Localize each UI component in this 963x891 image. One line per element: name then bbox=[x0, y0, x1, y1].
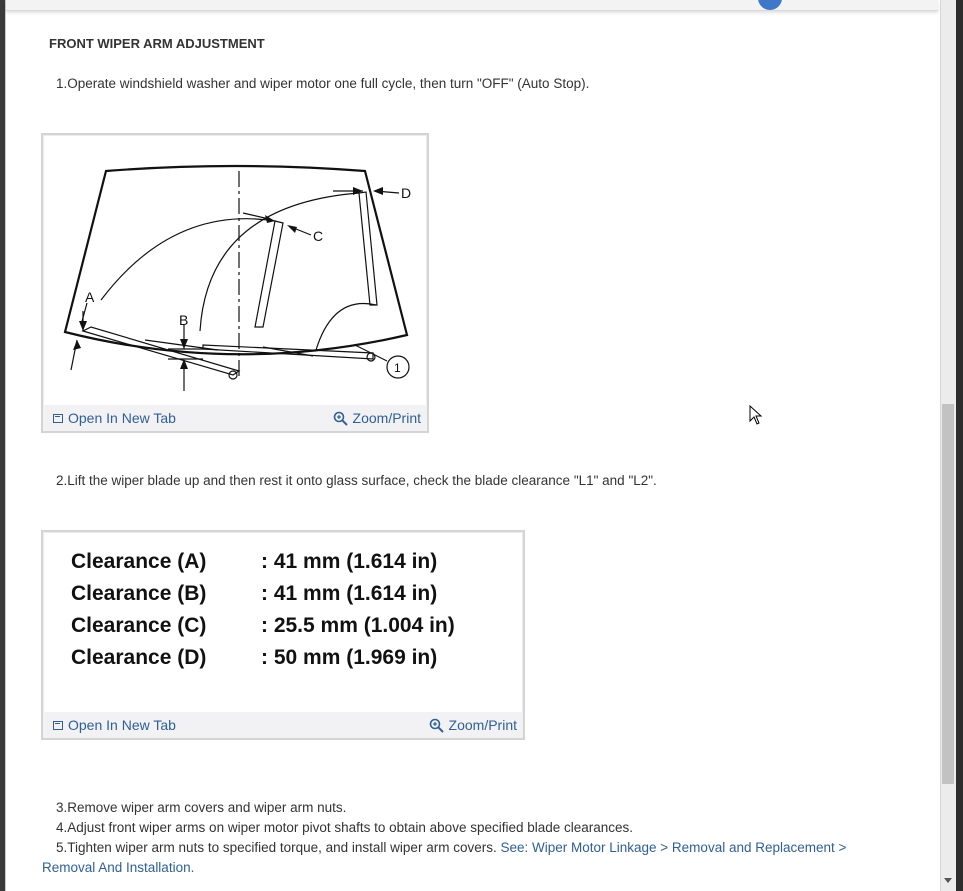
driver-blade-raised bbox=[255, 221, 283, 327]
open-in-new-tab-icon bbox=[53, 721, 63, 730]
step-1: 1.Operate windshield washer and wiper motor one full cycle, then turn "OFF" (Auto Stop). bbox=[56, 76, 590, 91]
browser-window bbox=[5, 0, 941, 891]
wiper-motor-linkage-link[interactable]: See: Wiper Motor Linkage > Removal and Replacement > bbox=[500, 840, 847, 855]
callout-1: 1 bbox=[394, 361, 401, 375]
zoom-print-link[interactable] bbox=[333, 410, 421, 426]
wiper-arc-passenger bbox=[200, 193, 359, 331]
clearance-label: Clearance (A) bbox=[71, 550, 207, 573]
scrollbar-thumb[interactable] bbox=[942, 404, 954, 784]
step-5-continued bbox=[42, 860, 194, 875]
figure-toolbar bbox=[43, 405, 427, 431]
article-content bbox=[6, 0, 936, 891]
zoom-icon bbox=[429, 718, 444, 733]
clearance-value: : 41 mm (1.614 in) bbox=[261, 550, 438, 573]
open-in-new-tab-link[interactable] bbox=[53, 410, 176, 426]
scroll-down-arrow-icon[interactable] bbox=[944, 878, 952, 883]
step-2: 2.Lift the wiper blade up and then rest it onto glass surface, check the blade clearance "L1" and "L2". bbox=[56, 473, 657, 488]
windshield-diagram bbox=[43, 135, 427, 405]
open-in-new-tab-link[interactable] bbox=[53, 717, 176, 733]
figure-clearance-table bbox=[41, 530, 525, 740]
open-in-new-tab-label: Open In New Tab bbox=[68, 410, 176, 426]
label-c: C bbox=[313, 228, 324, 244]
label-b: B bbox=[179, 312, 189, 328]
clearance-label: Clearance (B) bbox=[71, 582, 207, 605]
vertical-scrollbar[interactable] bbox=[940, 0, 957, 891]
clearance-value: : 41 mm (1.614 in) bbox=[261, 582, 438, 605]
open-in-new-tab-icon bbox=[53, 414, 63, 423]
figure-toolbar bbox=[43, 712, 523, 738]
figure-windshield-diagram bbox=[41, 133, 429, 433]
mouse-cursor-icon bbox=[749, 405, 763, 427]
driver-arm bbox=[83, 327, 239, 375]
step-5-text: 5.Tighten wiper arm nuts to specified torque, and install wiper arm covers. bbox=[56, 840, 497, 855]
clearance-label: Clearance (D) bbox=[71, 646, 207, 669]
step-5 bbox=[56, 840, 846, 855]
zoom-icon bbox=[333, 411, 348, 426]
removal-installation-link[interactable]: Removal And Installation. bbox=[42, 860, 195, 875]
window-edge bbox=[956, 0, 963, 891]
windshield-outline bbox=[65, 166, 407, 354]
clearance-label: Clearance (C) bbox=[71, 614, 207, 637]
wiper-arc-driver bbox=[101, 219, 275, 300]
clearance-value: : 50 mm (1.969 in) bbox=[261, 646, 438, 669]
step-3: 3.Remove wiper arm covers and wiper arm nuts. bbox=[56, 800, 347, 815]
zoom-print-label: Zoom/Print bbox=[448, 717, 517, 733]
zoom-print-link[interactable] bbox=[429, 717, 517, 733]
open-in-new-tab-label: Open In New Tab bbox=[68, 717, 176, 733]
label-a: A bbox=[85, 289, 95, 305]
label-d: D bbox=[401, 185, 412, 201]
zoom-print-label: Zoom/Print bbox=[352, 410, 421, 426]
step-4: 4.Adjust front wiper arms on wiper motor pivot shafts to obtain above specified blade clearances. bbox=[56, 820, 634, 835]
section-title: FRONT WIPER ARM ADJUSTMENT bbox=[49, 36, 265, 51]
clearance-value: : 25.5 mm (1.004 in) bbox=[261, 614, 455, 637]
